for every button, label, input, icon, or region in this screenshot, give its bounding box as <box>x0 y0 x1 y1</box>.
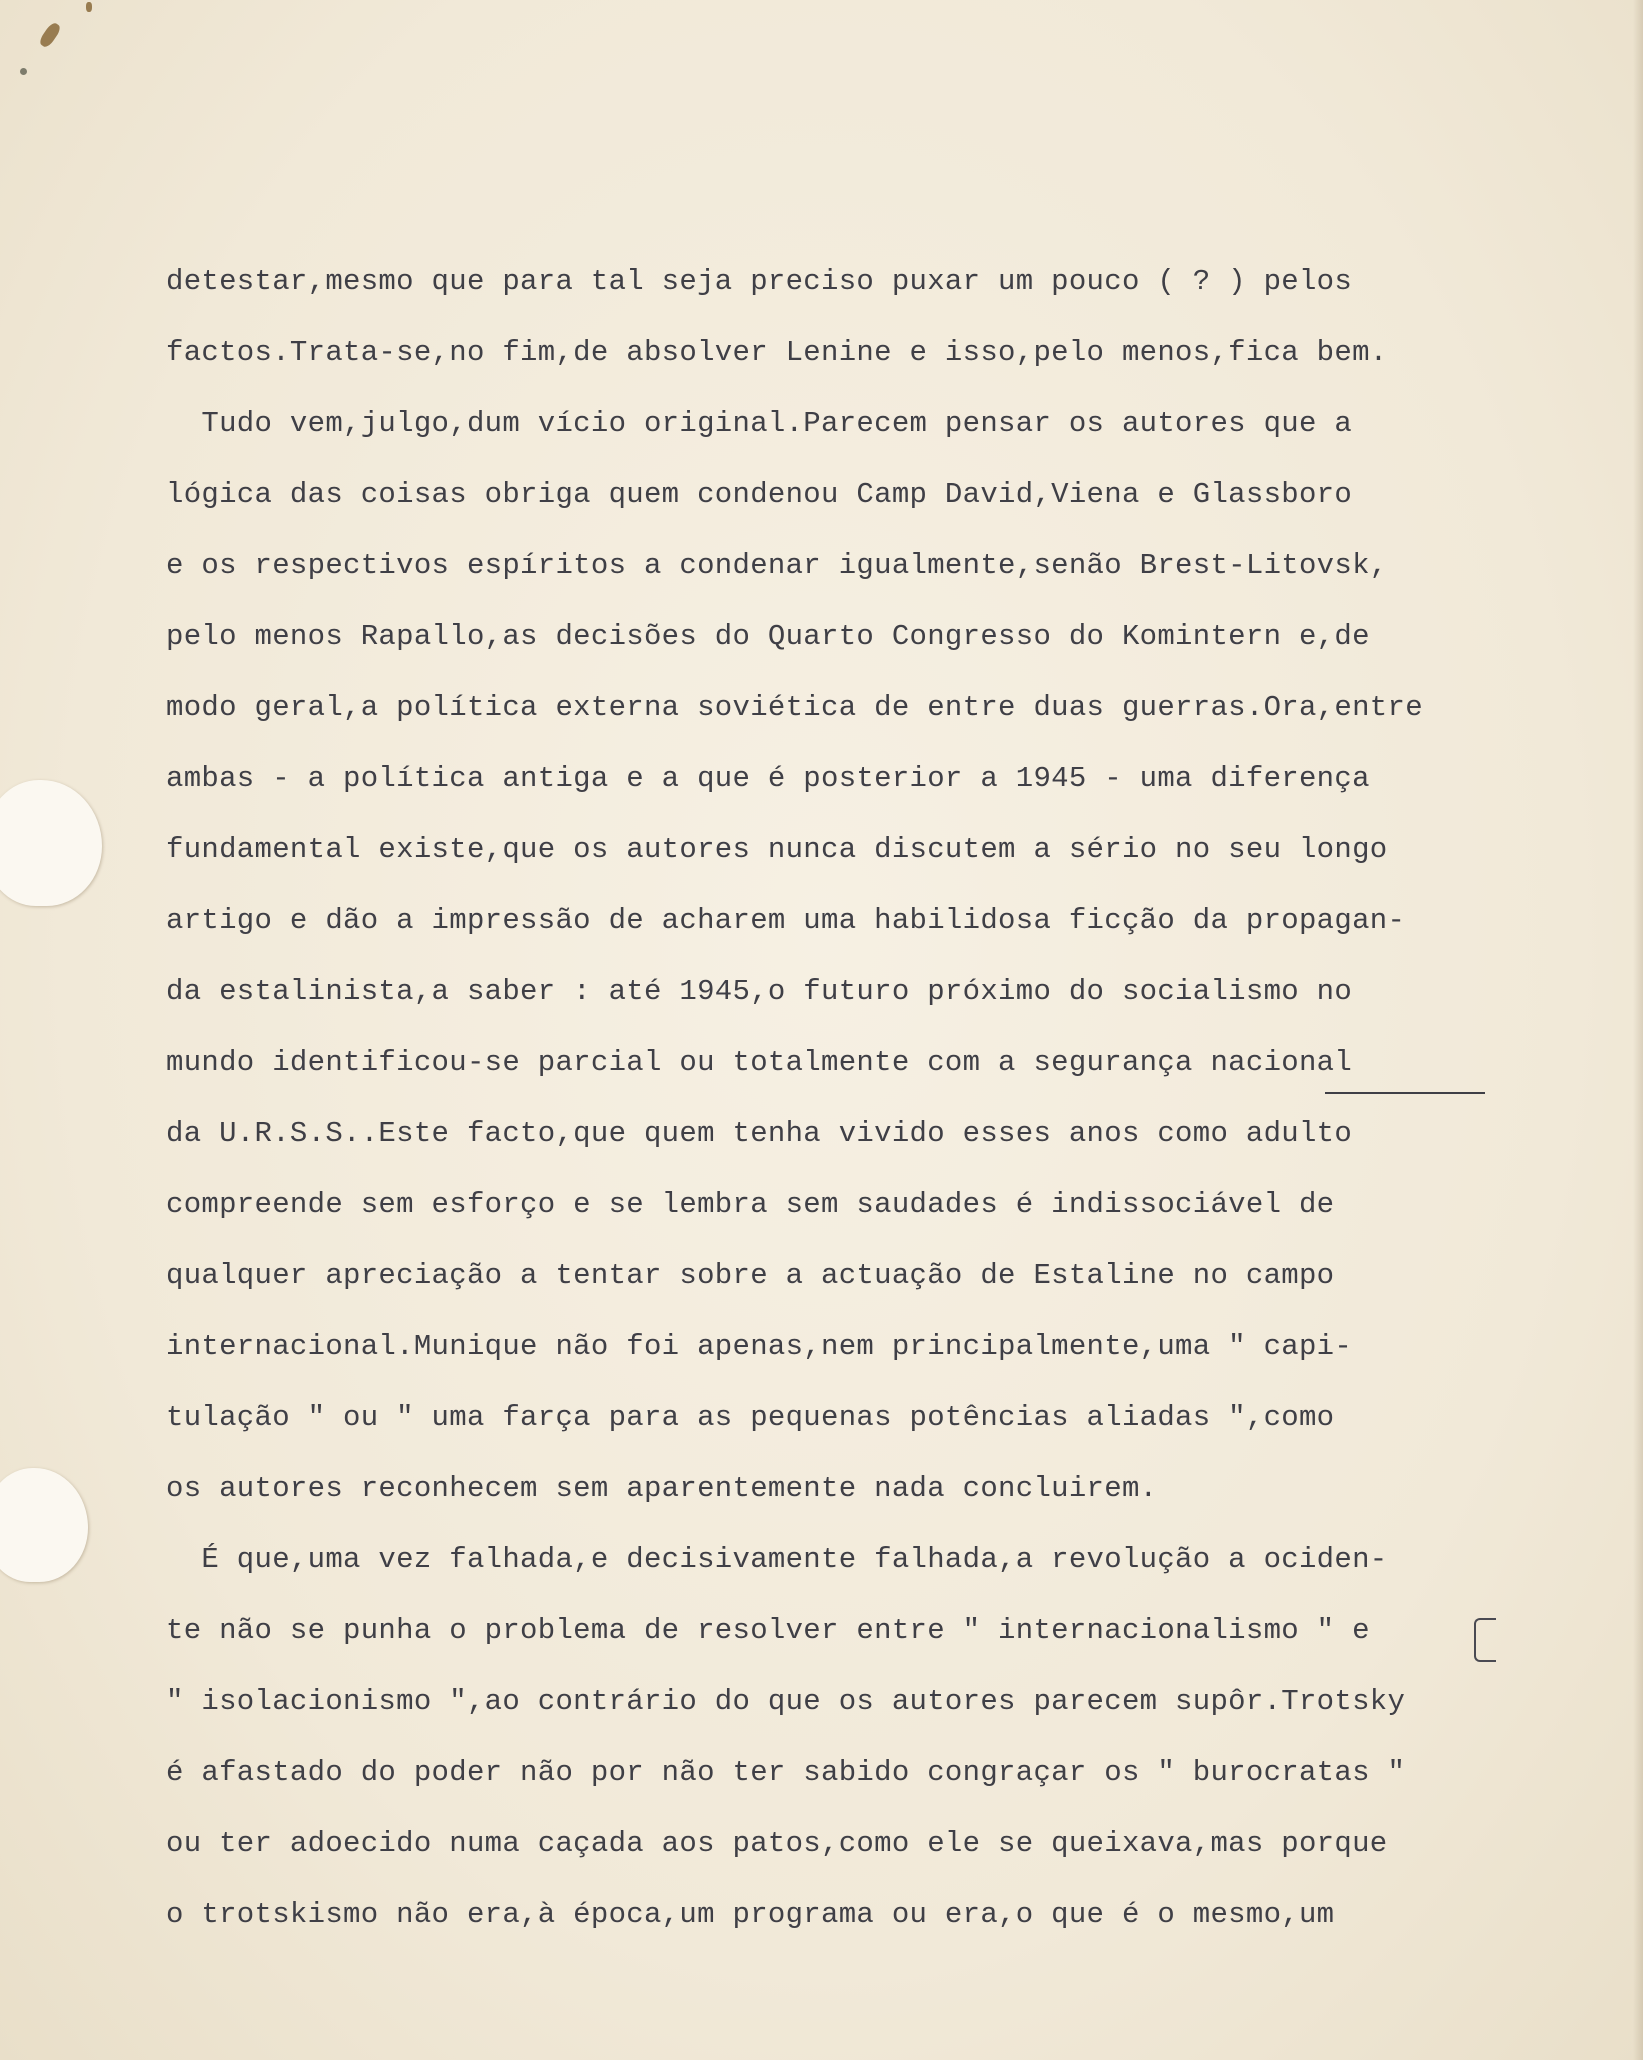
text-line: pelo menos Rapallo,as decisões do Quarto Congresso do Komintern e,de <box>166 620 1370 653</box>
handwritten-bracket-mark <box>1474 1618 1496 1662</box>
text-line: os autores reconhecem sem aparentemente nada concluirem. <box>166 1472 1158 1505</box>
paper-stain <box>20 68 27 75</box>
text-line: detestar,mesmo que para tal seja preciso puxar um pouco ( ? ) pelos <box>166 265 1353 298</box>
text-line: factos.Trata-se,no fim,de absolver Lenine e isso,pelo menos,fica bem. <box>166 336 1388 369</box>
text-line: é afastado do poder não por não ter sabido congraçar os " burocratas " <box>166 1756 1406 1789</box>
text-line: te não se punha o problema de resolver entre " internacionalismo " e <box>166 1614 1370 1647</box>
text-line: e os respectivos espíritos a condenar igualmente,senão Brest-Litovsk, <box>166 549 1388 582</box>
text-line: modo geral,a política externa soviética de entre duas guerras.Ora,entre <box>166 691 1423 724</box>
text-line: compreende sem esforço e se lembra sem saudades é indissociável de <box>166 1188 1335 1221</box>
text-line: qualquer apreciação a tentar sobre a actuação de Estaline no campo <box>166 1259 1335 1292</box>
text-line: É que,uma vez falhada,e decisivamente falhada,a revolução a ociden- <box>166 1543 1388 1576</box>
text-line: da U.R.S.S..Este facto,que quem tenha vivido esses anos como adulto <box>166 1117 1353 1150</box>
text-line: o trotskismo não era,à época,um programa ou era,o que é o mesmo,um <box>166 1898 1335 1931</box>
punch-hole-tear <box>0 1468 88 1582</box>
text-line: Tudo vem,julgo,dum vício original.Parecem pensar os autores que a <box>166 407 1353 440</box>
text-line: internacional.Munique não foi apenas,nem principalmente,uma " capi- <box>166 1330 1353 1363</box>
text-line: da estalinista,a saber : até 1945,o futuro próximo do socialismo no <box>166 975 1353 1008</box>
text-line: fundamental existe,que os autores nunca discutem a sério no seu longo <box>166 833 1388 866</box>
text-line: " isolacionismo ",ao contrário do que os autores parecem supôr.Trotsky <box>166 1685 1406 1718</box>
punch-hole-tear <box>0 780 102 906</box>
text-line: ou ter adoecido numa caçada aos patos,como ele se queixava,mas porque <box>166 1827 1388 1860</box>
paper-stain <box>38 21 63 49</box>
text-line: artigo e dão a impressão de acharem uma habilidosa ficção da propagan- <box>166 904 1406 937</box>
page-edge-shadow <box>1633 0 1643 2060</box>
text-line: mundo identificou-se parcial ou totalmente com a segurança nacional <box>166 1046 1353 1079</box>
text-line: ambas - a política antiga e a que é posterior a 1945 - uma diferença <box>166 762 1370 795</box>
text-line: lógica das coisas obriga quem condenou Camp David,Viena e Glassboro <box>166 478 1353 511</box>
paper-stain <box>86 2 92 12</box>
underline-mark <box>1325 1092 1485 1094</box>
text-line: tulação " ou " uma farça para as pequenas potências aliadas ",como <box>166 1401 1335 1434</box>
